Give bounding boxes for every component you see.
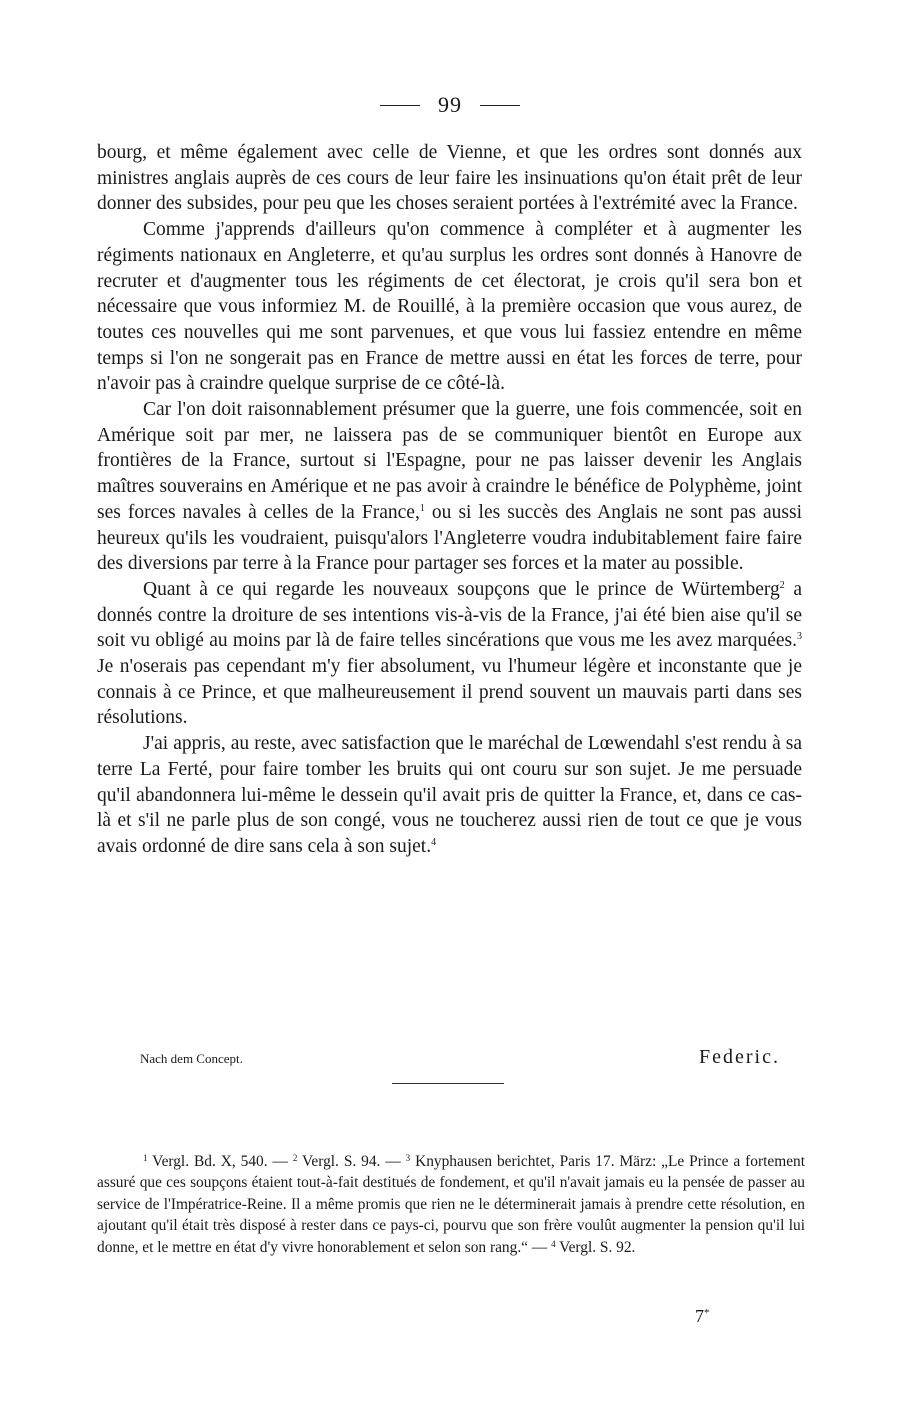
closing-row <box>140 1046 780 1069</box>
footnote-mark-3: 3 <box>405 1153 411 1163</box>
sheet-star: * <box>704 1307 710 1319</box>
footnotes <box>97 1151 805 1258</box>
sheet-signature-mark <box>695 1306 710 1327</box>
footnote-block <box>97 1151 805 1258</box>
section-divider <box>392 1083 504 1084</box>
paragraph-5-text: J'ai appris, au reste, avec satisfaction que le maréchal de Lœwendahl s'est rendu à sa terre La Ferté, pour faire tomber les bruits qui ont couru sur son sujet. Je me persuade qu'il abandonnera lui-même le dessein qu'il avait pris de quitter la France, et, dans ce cas-là et s'il ne parle plus de son congé, vous ne toucherez aussi rien de tout ce que je vous avais ordonné de dire sans cela à son sujet. <box>97 733 802 857</box>
footnote-ref-2: 2 <box>779 579 785 591</box>
footnote-mark-1: 1 <box>143 1153 148 1163</box>
signature: Federic. <box>699 1046 780 1068</box>
paragraph-4-text-a: Quant à ce qui regarde les nouveaux soupçons que le prince de Würtemberg <box>143 578 780 600</box>
paragraph-3 <box>97 397 802 577</box>
footnote-mark-2: 2 <box>292 1153 298 1163</box>
sheet-number: 7 <box>695 1306 704 1326</box>
footnote-text-1: Vergl. Bd. X, 540. — <box>147 1153 293 1170</box>
paragraph-3-text-b: ou si les succès des Anglais ne sont pas aussi heureux qu'ils les voudraient, puisqu'alors l'Angleterre voudra indubitablement faire faire des diversions par terre à la France pour partager ses forces et la mater au possible. <box>97 501 802 575</box>
source-note: Nach dem Concept. <box>140 1051 243 1066</box>
paragraph-4 <box>97 577 802 731</box>
header-rule-right <box>480 105 520 106</box>
paragraph-5 <box>97 731 802 860</box>
footnote-ref-3: 3 <box>797 631 802 643</box>
header-rule-left <box>380 105 420 106</box>
footnote-mark-4: 4 <box>551 1238 556 1249</box>
paragraph-4-text-b: a donnés contre la droiture de ses intentions vis-à-vis de la France, j'ai été bien aise qu'il se soit vu obligé au moins par là de faire telles sincérations que vous me les avez marquées. <box>97 578 802 652</box>
paragraph-3-text-a: Car l'on doit raisonnablement présumer que la guerre, une fois commencée, soit en Amérique soit par mer, ne laissera pas de se communiquer bientôt en Europe aux frontières de la France, surtout si l'Espagne, pour ne pas laisser devenir les Anglais maîtres souverains en Amérique et ne pas avoir à craindre le bénéfice de Polyphème, joint ses forces navales à celles de la France, <box>97 399 802 523</box>
footnote-text-3: Knyphausen berichtet, Paris 17. März: „Le Prince a fortement assuré que ces soupçons étaient tout-à-fait destitués de fondement, et qu'il n'avait jamais eu la pensée de passer au service de l'Impératrice-Reine. Il a même promis que rien ne le déterminerait jamais à prendre cette résolution, en ajoutant qu'il était très disposé à rester dans ce pays-ci, pourvu que son frère voulût augmenter la pension qu'il lui donne, et le mettre en état d'y vivre honorablement et selon son rang.“ — <box>97 1153 806 1256</box>
paragraph-1: bourg, et même également avec celle de Vienne, et que les ordres sont donnés aux ministres anglais auprès de ces cours de leur faire les insinuations qu'on était prêt de leur donner des subsides, pour peu que les choses seraient portées à l'extrémité avec la France. <box>97 142 802 215</box>
letter-body <box>97 140 802 860</box>
paragraph-2: Comme j'apprends d'ailleurs qu'on commence à compléter et à augmenter les régiments nationaux en Angleterre, et qu'au surplus les ordres sont donnés à Hanovre de recruter et d'augmenter tous les régiments de cet électorat, je crois qu'il sera bon et nécessaire que vous informiez M. de Rouillé, à la première occasion que vous aurez, de toutes ces nouvelles qui me sont parvenues, et que vous lui fassiez entendre en même temps si l'on ne songerait pas en France de mettre aussi en état les forces de terre, pour n'avoir pas à craindre quelque surprise de ce côté-là. <box>97 219 802 395</box>
page-header <box>0 92 900 118</box>
footnote-ref-4: 4 <box>431 836 437 848</box>
paragraph-4-text-c: Je n'oserais pas cependant m'y fier absolument, vu l'humeur légère et inconstante que je connais à ce Prince, et que malheureusement il prend souvent un mauvais parti dans ses résolutions. <box>97 656 802 729</box>
footnote-text-4: Vergl. S. 92. <box>555 1238 636 1256</box>
footnote-ref-1: 1 <box>419 502 425 514</box>
page-number: 99 <box>438 92 462 117</box>
footnote-text-2: Vergl. S. 94. — <box>297 1153 406 1170</box>
